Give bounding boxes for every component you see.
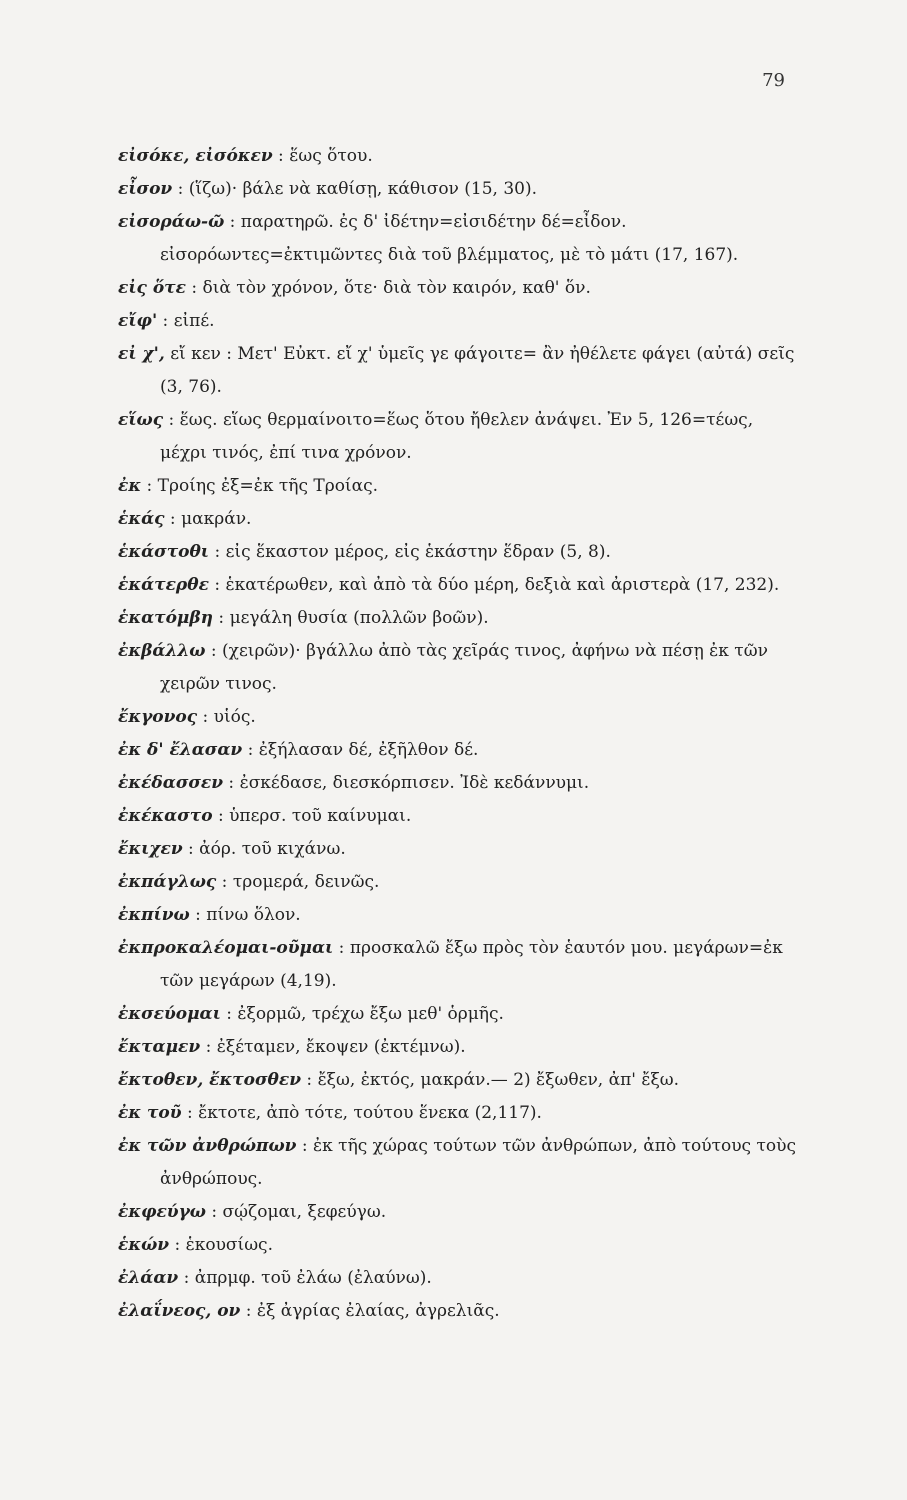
entry-definition: ἐξορμῶ, τρέχω ἔξω μεθ' ὁρμῆς. [237,1004,504,1024]
entry-definition: προσκαλῶ ἔξω πρὸς τὸν ἑαυτόν μου. μεγάρων=ἐκ τῶν μεγάρων (4,19). [160,938,783,991]
entry-definition: ἐσκέδασε, διεσκόρπισεν. Ἰδὲ κεδάννυμι. [239,773,590,793]
entry-definition: μεγάλη θυσία (πολλῶν βοῶν). [229,608,489,628]
glossary-entry: ἔκιχεν : ἀόρ. τοῦ κιχάνω. [118,839,346,859]
entry-definition: Τροίης ἐξ=ἐκ τῆς Τροίας. [157,476,379,496]
entry-headword: ἐκ τῶν ἀνθρώπων [118,1136,297,1156]
glossary-entry: ἐκσεύομαι : ἐξορμῶ, τρέχω ἔξω μεθ' ὁρμῆς. [118,1004,504,1024]
entry-headword: εἰσόκε, εἰσόκεν [118,146,273,166]
entry-headword: ἐκσεύομαι [118,1004,221,1024]
entry-definition: ἑκατέρωθεν, καὶ ἀπὸ τὰ δύο μέρη, δεξιὰ καὶ ἀριστερὰ (17, 232). [225,575,780,595]
entry-headword: ἐκ [118,476,142,496]
glossary-entry: ἐκφεύγω : σῴζομαι, ξεφεύγω. [118,1202,387,1222]
entry-headword: ἔκγονος [118,707,198,727]
entry-definition: παρατηρῶ. ἐς δ' ἰδέτην=εἰσιδέτην δέ=εἶδον. εἰσορόωντες=ἐκτιμῶντες διὰ τοῦ βλέμματος, μὲ τὸ μάτι (17, 167). [160,212,739,265]
entry-headword: ἐλαΐνεος, ον [118,1301,241,1321]
entry-headword: εἶσον [118,179,173,199]
glossary-entry: ἐκέκαστο : ὑπερσ. τοῦ καίνυμαι. [118,806,412,826]
entry-definition: σῴζομαι, ξεφεύγω. [222,1202,387,1222]
entry-headword: εἴφ' [118,311,158,331]
entry-headword: εἰ χ', [118,344,165,364]
entry-headword: ἐκέδασσεν [118,773,224,793]
entry-definition: (ἵζω)· βάλε νὰ καθίσῃ, κάθισον (15, 30). [188,179,538,199]
entry-headword: ἐκπροκαλέομαι-οῦμαι [118,938,334,958]
glossary-entry: ἔκταμεν : ἐξέταμεν, ἔκοψεν (ἐκτέμνω). [118,1037,466,1057]
entry-definition: μακράν. [181,509,252,529]
entry-definition: εἴ κεν : Μετ' Εὐκτ. εἴ χ' ὑμεῖς γε φάγοιτε= ἂν ἠθέλετε φάγει (αὐτά) σεῖς (3, 76). [160,344,795,397]
entry-definition: (χειρῶν)· βγάλλω ἀπὸ τὰς χεῖράς τινος, ἀφήνω νὰ πέσῃ ἐκ τῶν χειρῶν τινος. [160,641,768,694]
glossary-entry: ἑκάστοθι : εἰς ἕκαστον μέρος, εἰς ἑκάστην ἕδραν (5, 8). [118,542,611,562]
glossary-entry: ἐκβάλλω : (χειρῶν)· βγάλλω ἀπὸ τὰς χεῖράς τινος, ἀφήνω νὰ πέσῃ ἐκ τῶν χειρῶν τινος. [118,641,768,694]
glossary-entries [118,140,798,1328]
entry-headword: ἑκάστοθι [118,542,210,562]
entry-headword: ἑκάτερθε [118,575,209,595]
glossary-entry [118,338,798,404]
glossary-entry: ἐλαΐνεος, ον : ἐξ ἀγρίας ἐλαίας, ἀγρελιᾶς. [118,1301,500,1321]
glossary-entry: ἑκάς : μακράν. [118,509,252,529]
entry-definition: ἐξήλασαν δέ, ἐξῆλθον δέ. [258,740,479,760]
glossary-entry: ἔκγονος : υἱός. [118,707,256,727]
glossary-entry: εἰς ὅτε : διὰ τὸν χρόνον, ὅτε· διὰ τὸν καιρόν, καθ' ὅν. [118,278,591,298]
glossary-entry: ἐκπροκαλέομαι-οῦμαι : προσκαλῶ ἔξω πρὸς τὸν ἑαυτόν μου. μεγάρων=ἐκ τῶν μεγάρων (4,19). [118,938,783,991]
glossary-entry: εἰσοράω-ῶ : παρατηρῶ. ἐς δ' ἰδέτην=εἰσιδέτην δέ=εἶδον. εἰσορόωντες=ἐκτιμῶντες διὰ τοῦ βλέμματος, μὲ τὸ μάτι (17, 167). [118,212,739,265]
entry-headword: ἑκών [118,1235,170,1255]
entry-definition: τρομερά, δεινῶς. [232,872,380,892]
glossary-entry: ἐκ δ' ἔλασαν : ἐξήλασαν δέ, ἐξῆλθον δέ. [118,740,479,760]
glossary-entry: εἴφ' : εἰπέ. [118,311,215,331]
entry-headword: ἐκπάγλως [118,872,217,892]
glossary-entry: ἐκ : Τροίης ἐξ=ἐκ τῆς Τροίας. [118,476,379,496]
entry-headword: ἐκέκαστο [118,806,213,826]
entry-headword: εἰσοράω-ῶ [118,212,225,232]
glossary-entry: εἰσόκε, εἰσόκεν : ἕως ὅτου. [118,146,373,166]
entry-headword: ἑκάς [118,509,165,529]
entry-definition: ἐξ ἀγρίας ἐλαίας, ἀγρελιᾶς. [256,1301,500,1321]
glossary-entry: ἐκ τῶν ἀνθρώπων : ἐκ τῆς χώρας τούτων τῶν ἀνθρώπων, ἀπὸ τούτους τοὺς ἀνθρώπους. [118,1136,796,1189]
glossary-entry: εἶσον : (ἵζω)· βάλε νὰ καθίσῃ, κάθισον (15, 30). [118,179,538,199]
entry-definition: ἑκουσίως. [185,1235,273,1255]
glossary-entry: ἐλάαν : ἀπρμφ. τοῦ ἐλάω (ἐλαύνω). [118,1268,432,1288]
entry-headword: εἵως [118,410,164,430]
entry-headword: ἐκβάλλω [118,641,206,661]
entry-definition: ὑπερσ. τοῦ καίνυμαι. [229,806,412,826]
entry-definition: ἀόρ. τοῦ κιχάνω. [199,839,346,859]
entry-definition: διὰ τὸν χρόνον, ὅτε· διὰ τὸν καιρόν, καθ' ὅν. [202,278,591,298]
glossary-entry: ἐκπίνω : πίνω ὅλον. [118,905,301,925]
glossary-entry: ἔκτοθεν, ἔκτοσθεν : ἔξω, ἐκτός, μακράν.— 2) ἔξωθεν, ἀπ' ἔξω. [118,1070,680,1090]
glossary-entry: ἐκπάγλως : τρομερά, δεινῶς. [118,872,380,892]
entry-headword: ἑκατόμβη [118,608,214,628]
entry-definition: ἕως. εἵως θερμαίνοιτο=ἕως ὅτου ἤθελεν ἀνάψει. Ἐν 5, 126=τέως, μέχρι τινός, ἐπί τινα χρόνον. [160,410,754,463]
entry-headword: ἐλάαν [118,1268,179,1288]
entry-definition: ἕως ὅτου. [289,146,373,166]
entry-definition: ἀπρμφ. τοῦ ἐλάω (ἐλαύνω). [194,1268,432,1288]
entry-definition: υἱός. [213,707,256,727]
page-number: 79 [762,70,785,91]
glossary-entry: ἑκών : ἑκουσίως. [118,1235,273,1255]
entry-headword: ἔκιχεν [118,839,183,859]
glossary-entry: ἐκ τοῦ : ἔκτοτε, ἀπὸ τότε, τούτου ἕνεκα (2,117). [118,1103,542,1123]
entry-headword: ἔκτοθεν, ἔκτοσθεν [118,1070,302,1090]
entry-definition: εἰπέ. [173,311,215,331]
entry-headword: ἔκταμεν [118,1037,201,1057]
entry-definition: πίνω ὅλον. [206,905,301,925]
glossary-entry: εἵως : ἕως. εἵως θερμαίνοιτο=ἕως ὅτου ἤθελεν ἀνάψει. Ἐν 5, 126=τέως, μέχρι τινός, ἐπί τινα χρόνον. [118,410,754,463]
glossary-entry: ἑκάτερθε : ἑκατέρωθεν, καὶ ἀπὸ τὰ δύο μέρη, δεξιὰ καὶ ἀριστερὰ (17, 232). [118,575,780,595]
glossary-entry: ἑκατόμβη : μεγάλη θυσία (πολλῶν βοῶν). [118,608,489,628]
entry-definition: ἔκτοτε, ἀπὸ τότε, τούτου ἕνεκα (2,117). [198,1103,542,1123]
glossary-entry: ἐκέδασσεν : ἐσκέδασε, διεσκόρπισεν. Ἰδὲ κεδάννυμι. [118,773,590,793]
entry-headword: ἐκ τοῦ [118,1103,182,1123]
entry-definition: εἰς ἕκαστον μέρος, εἰς ἑκάστην ἕδραν (5, 8). [225,542,611,562]
entry-definition: ἐκ τῆς χώρας τούτων τῶν ἀνθρώπων, ἀπὸ τούτους τοὺς ἀνθρώπους. [160,1136,796,1189]
entry-definition: ἔξω, ἐκτός, μακράν.— 2) ἔξωθεν, ἀπ' ἔξω. [317,1070,680,1090]
entry-headword: ἐκ δ' ἔλασαν [118,740,243,760]
entry-definition: ἐξέταμεν, ἔκοψεν (ἐκτέμνω). [216,1037,466,1057]
entry-headword: εἰς ὅτε [118,278,186,298]
entry-headword: ἐκπίνω [118,905,190,925]
entry-headword: ἐκφεύγω [118,1202,206,1222]
